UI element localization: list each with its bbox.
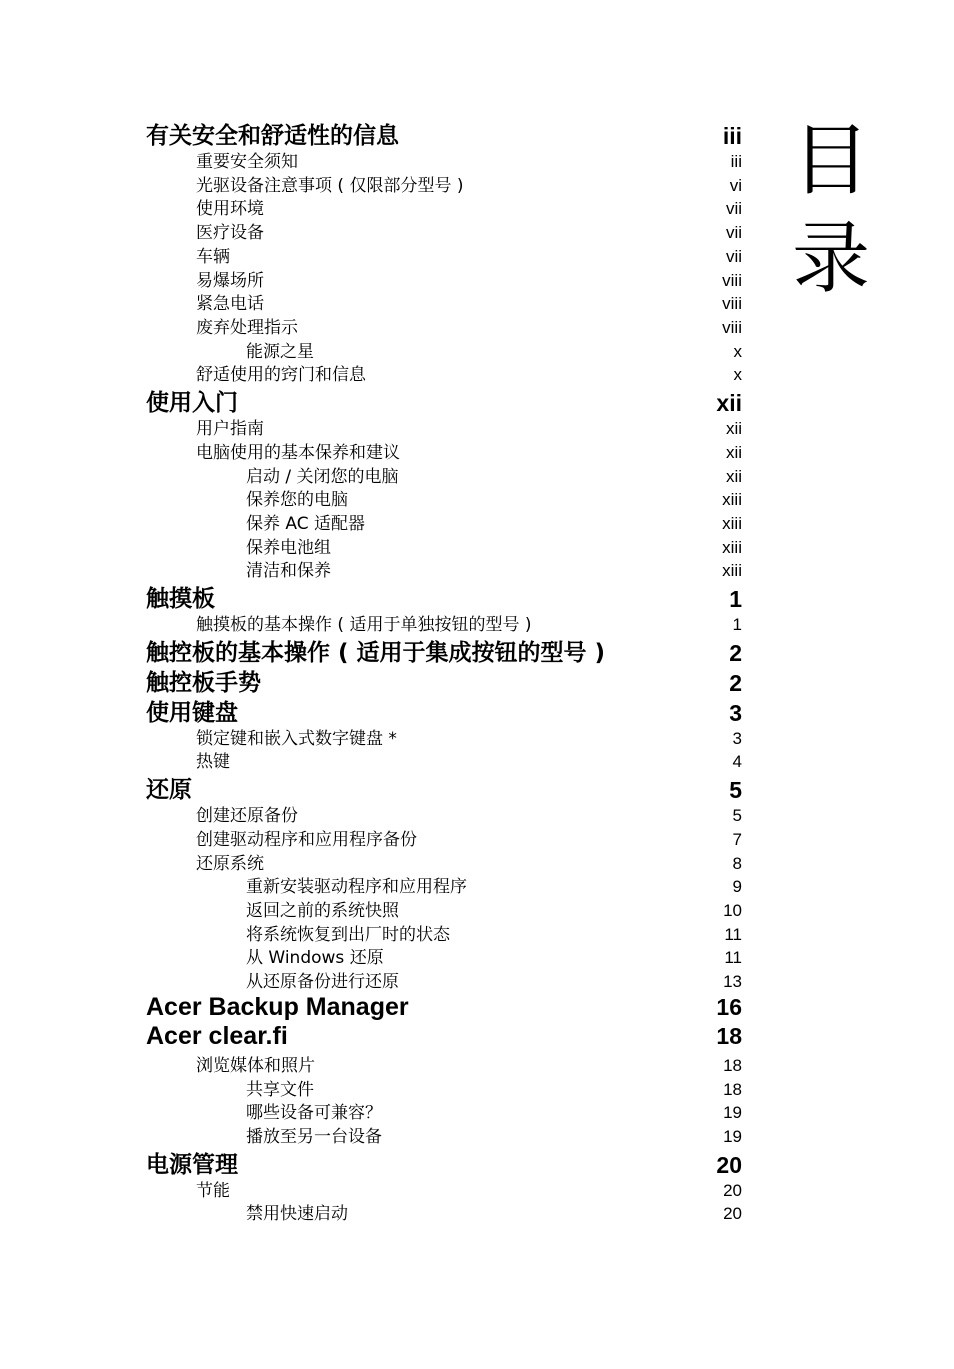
toc-entry-title: 紧急电话	[196, 294, 264, 314]
toc-entry-page: xiii	[722, 561, 742, 580]
toc-entry-level-1[interactable]	[0, 668, 954, 698]
toc-entry-title: 触摸板	[146, 586, 215, 612]
toc-entry-level-3[interactable]	[0, 899, 954, 923]
toc-entry-level-3[interactable]	[0, 536, 954, 560]
toc-entry-page: 10	[723, 901, 742, 920]
toc-entry-page: 8	[732, 854, 742, 873]
toc-entry-title: 重要安全须知	[196, 152, 298, 172]
toc-entry-page: 18	[716, 1023, 742, 1049]
toc-entry-page: 13	[723, 972, 742, 991]
toc-entry-level-2[interactable]	[0, 269, 954, 293]
toc-entry-level-1[interactable]	[0, 638, 954, 668]
toc-entry-level-3[interactable]	[0, 340, 954, 364]
toc-entry-title: 触控板的基本操作 ( 适用于集成按钮的型号 )	[146, 640, 606, 666]
toc-entry-title: 用户指南	[196, 419, 264, 439]
toc-entry-title: 有关安全和舒适性的信息	[146, 123, 399, 149]
toc-entry-title: 浏览媒体和照片	[196, 1056, 315, 1076]
toc-entry-level-2[interactable]	[0, 221, 954, 245]
toc-entry-title: 返回之前的系统快照	[246, 901, 399, 921]
toc-entry-level-3[interactable]	[0, 465, 954, 489]
toc-entry-level-2[interactable]	[0, 417, 954, 441]
toc-entry-page: xii	[725, 467, 742, 486]
toc-entry-level-1[interactable]	[0, 1150, 954, 1180]
toc-entry-level-2[interactable]	[0, 750, 954, 774]
toc-entry-title: 保养 AC 适配器	[246, 514, 366, 534]
toc-entry-title: 医疗设备	[196, 223, 264, 243]
toc-entry-level-3[interactable]	[0, 875, 954, 899]
toc-entry-page: 11	[724, 948, 742, 967]
toc-entry-page: 20	[716, 1152, 742, 1178]
toc-entry-title: 车辆	[196, 247, 230, 267]
toc-entry-page: xiii	[722, 514, 742, 533]
toc-entry-title: 热键	[196, 752, 230, 772]
toc-entry-page: 2	[729, 640, 742, 666]
toc-entry-level-3[interactable]	[0, 970, 954, 994]
toc-entry-page: x	[733, 365, 742, 384]
toc-entry-level-2[interactable]	[0, 1179, 954, 1203]
toc-entry-title: Acer Backup Manager	[146, 993, 409, 1021]
toc-entry-level-3[interactable]	[0, 1125, 954, 1149]
toc-entry-title: 将系统恢复到出厂时的状态	[246, 925, 450, 945]
toc-entry-page: viii	[722, 271, 742, 290]
toc-entry-page: viii	[722, 294, 742, 313]
toc-entry-title: 光驱设备注意事项 ( 仅限部分型号 )	[196, 176, 464, 196]
toc-entry-title: 触控板手势	[146, 670, 261, 696]
side-title-char-2: 录	[792, 214, 871, 304]
toc-entry-title: 还原	[146, 777, 192, 803]
toc-entry-page: viii	[722, 318, 742, 337]
toc-entry-level-2[interactable]	[0, 150, 954, 174]
toc-entry-page: 20	[723, 1204, 742, 1223]
side-title-char-1: 目	[792, 116, 871, 206]
toc-entry-title: 电源管理	[146, 1152, 238, 1178]
toc-entry-level-3[interactable]	[0, 946, 954, 970]
toc-entry-page: 18	[723, 1080, 742, 1099]
toc-entry-page: 2	[729, 670, 742, 696]
toc-entry-title: 舒适使用的窍门和信息	[196, 365, 366, 385]
toc-entry-page: 7	[732, 830, 742, 849]
toc-entry-title: 易爆场所	[196, 271, 264, 291]
toc-entry-title: 保养您的电脑	[246, 490, 348, 510]
toc-entry-title: 电脑使用的基本保养和建议	[196, 443, 400, 463]
toc-entry-page: x	[733, 342, 742, 361]
toc-entry-level-2[interactable]	[0, 613, 954, 637]
toc-entry-level-1[interactable]	[0, 698, 954, 728]
toc-entry-page: 1	[729, 586, 742, 612]
toc-entry-level-2[interactable]	[0, 174, 954, 198]
toc-entry-page: xiii	[722, 538, 742, 557]
toc-entry-title: 触摸板的基本操作 ( 适用于单独按钮的型号 )	[196, 615, 532, 635]
toc-entry-level-2[interactable]	[0, 441, 954, 465]
toc-entry-page: vii	[725, 223, 742, 242]
toc-entry-page: 5	[729, 777, 742, 803]
toc-entry-level-2[interactable]	[0, 316, 954, 340]
toc-entry-level-3[interactable]	[0, 1202, 954, 1226]
toc-entry-title: 使用键盘	[146, 700, 238, 726]
toc-entry-title: 共享文件	[246, 1080, 314, 1100]
toc-entry-title: 重新安装驱动程序和应用程序	[246, 877, 467, 897]
toc-entry-title: 哪些设备可兼容？	[246, 1103, 382, 1123]
toc-entry-level-1[interactable]	[0, 388, 954, 418]
toc-entry-level-2[interactable]	[0, 197, 954, 221]
toc-entry-title: 还原系统	[196, 854, 264, 874]
toc-entry-page: iii	[730, 152, 742, 171]
toc-entry-level-1[interactable]	[0, 775, 954, 805]
toc-entry-level-2[interactable]	[0, 1054, 954, 1078]
toc-entry-level-3[interactable]	[0, 488, 954, 512]
toc-entry-page: xii	[725, 443, 742, 462]
toc-entry-title: 使用入门	[146, 390, 238, 416]
toc-entry-level-3[interactable]	[0, 559, 954, 583]
toc-entry-page: iii	[722, 123, 742, 149]
toc-entry-page: vi	[729, 176, 742, 195]
toc-entry-title: 使用环境	[196, 199, 264, 219]
toc-entry-page: 1	[732, 615, 742, 634]
toc-entry-title: 保养电池组	[246, 538, 331, 558]
toc-entry-page: 19	[723, 1103, 742, 1122]
toc-entry-level-2[interactable]	[0, 245, 954, 269]
toc-entry-title: 播放至另一台设备	[246, 1127, 382, 1147]
toc-entry-level-1[interactable]	[0, 584, 954, 614]
toc-entry-level-1[interactable]	[0, 1021, 954, 1051]
toc-entry-level-3[interactable]	[0, 923, 954, 947]
toc-entry-page: 3	[729, 700, 742, 726]
toc-entry-level-2[interactable]	[0, 828, 954, 852]
toc-entry-level-2[interactable]	[0, 363, 954, 387]
toc-entry-page: 16	[716, 994, 742, 1020]
toc-entry-page: 19	[723, 1127, 742, 1146]
toc-entry-title: 废弃处理指示	[196, 318, 298, 338]
toc-entry-title: 创建驱动程序和应用程序备份	[196, 830, 417, 850]
toc-entry-title: 从 Windows 还原	[246, 948, 384, 968]
toc-entry-title: 启动 / 关闭您的电脑	[246, 467, 399, 487]
toc-entry-title: 创建还原备份	[196, 806, 298, 826]
toc-entry-title: 从还原备份进行还原	[246, 972, 399, 992]
toc-entry-page: vii	[725, 247, 742, 266]
toc-entry-title: 清洁和保养	[246, 561, 331, 581]
toc-entry-title: Acer clear.fi	[146, 1022, 288, 1050]
toc-entry-level-2[interactable]	[0, 804, 954, 828]
toc-entry-level-1[interactable]	[0, 121, 954, 151]
toc-entry-title: 禁用快速启动	[246, 1204, 348, 1224]
toc-entry-page: xii	[716, 390, 742, 416]
toc-entry-level-3[interactable]	[0, 1078, 954, 1102]
toc-entry-level-1[interactable]	[0, 992, 954, 1022]
toc-entry-page: 18	[723, 1056, 742, 1075]
toc-entry-page: 5	[732, 806, 742, 825]
toc-entry-level-2[interactable]	[0, 852, 954, 876]
toc-entry-page: 9	[732, 877, 742, 896]
toc-entry-level-2[interactable]	[0, 292, 954, 316]
toc-entry-page: 20	[723, 1181, 742, 1200]
toc-entry-page: 11	[724, 925, 742, 944]
toc-entry-page: xiii	[722, 490, 742, 509]
toc-entry-page: 3	[732, 729, 742, 748]
toc-entry-title: 锁定键和嵌入式数字键盘 *	[196, 729, 397, 749]
toc-entry-title: 能源之星	[246, 342, 314, 362]
toc-entry-level-3[interactable]	[0, 512, 954, 536]
toc-entry-page: 4	[732, 752, 742, 771]
toc-entry-title: 节能	[196, 1181, 230, 1201]
toc-entry-page: xii	[725, 419, 742, 438]
toc-entry-level-3[interactable]	[0, 1101, 954, 1125]
toc-entry-level-2[interactable]	[0, 727, 954, 751]
toc-entry-page: vii	[725, 199, 742, 218]
